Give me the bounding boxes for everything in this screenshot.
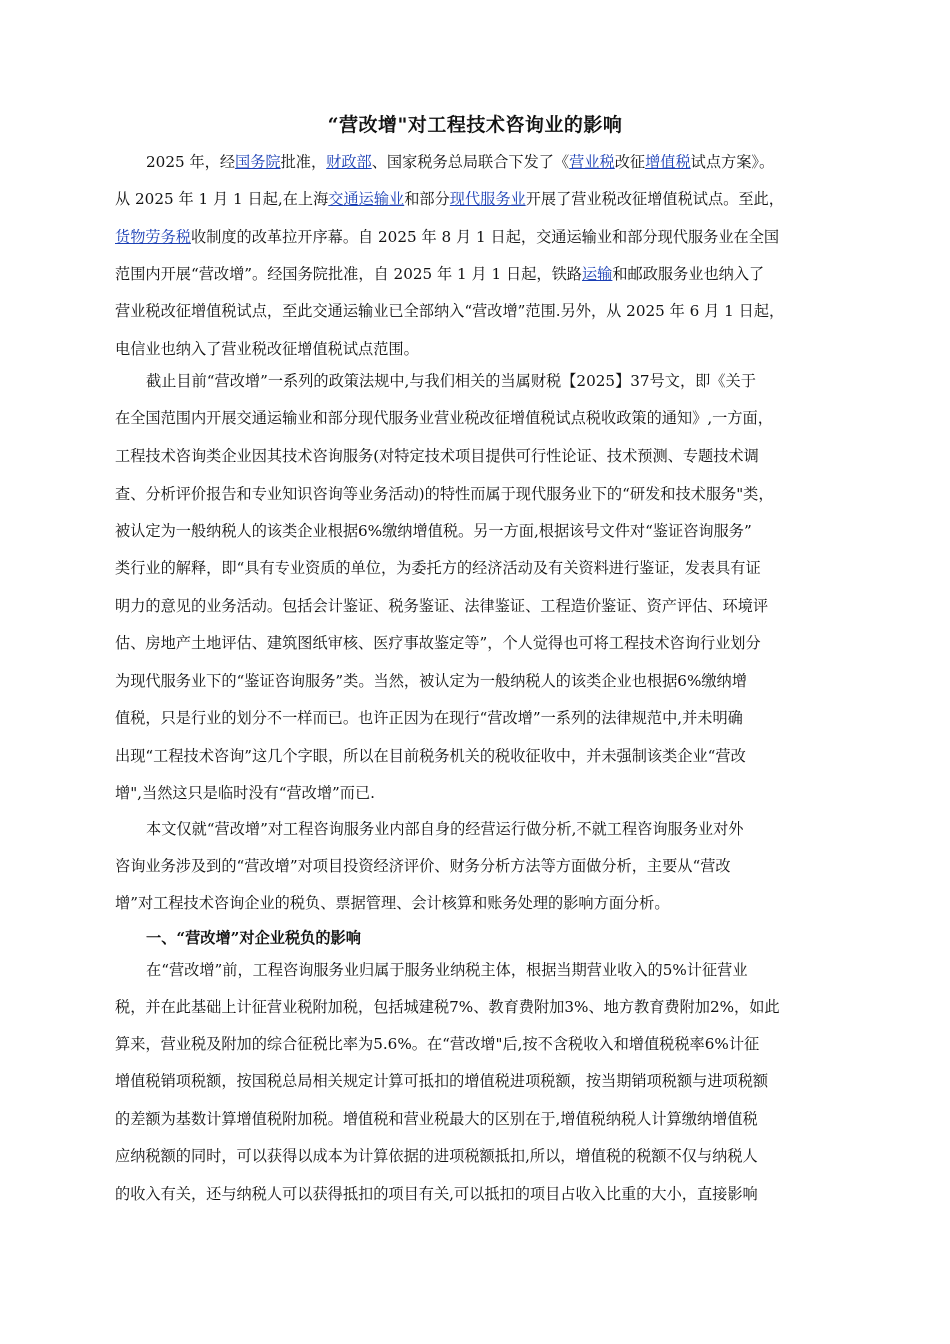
paragraph-line bbox=[115, 746, 845, 766]
paragraph-line bbox=[115, 633, 845, 653]
inline-link[interactable]: 现代服务业 bbox=[449, 190, 526, 208]
text-run: 工程技术咨询类企业因其技术咨询服务(对特定技术项目提供可行性论证、技术预测、专题技术调 bbox=[115, 447, 759, 465]
text-run: 明力的意见的业务活动。包括会计鉴证、税务鉴证、法律鉴证、工程造价鉴证、资产评估、环境评 bbox=[115, 597, 769, 615]
paragraph-line bbox=[115, 596, 845, 616]
text-run: 税，并在此基础上计征营业税附加税，包括城建税7%、教育费附加3%、地方教育费附加2%，如此 bbox=[115, 998, 780, 1016]
paragraph-line bbox=[115, 783, 845, 803]
paragraph-line bbox=[146, 960, 846, 980]
paragraph-line bbox=[115, 1109, 845, 1129]
text-run: 类行业的解释，即“具有专业资质的单位，为委托方的经济活动及有关资料进行鉴证，发表具有证 bbox=[115, 559, 761, 577]
text-run: 在全国范围内开展交通运输业和部分现代服务业营业税改征增值税试点税收政策的通知》,一方面， bbox=[115, 409, 773, 427]
text-run: 的差额为基数计算增值税附加税。增值税和营业税最大的区别在于,增值税纳税人计算缴纳增值税 bbox=[115, 1110, 758, 1128]
inline-link[interactable]: 财政部 bbox=[326, 153, 372, 171]
text-run: 从 2025 年 1 月 1 日起,在上海 bbox=[115, 190, 329, 208]
paragraph-line bbox=[115, 558, 845, 578]
text-run: 增值税销项税额，按国税总局相关规定计算可抵扣的增值税进项税额，按当期销项税额与进项税额 bbox=[115, 1072, 769, 1090]
section-heading bbox=[146, 928, 846, 948]
text-run: 本文仅就“营改增”对工程咨询服务业内部自身的经营运行做分析,不就工程咨询服务业对外 bbox=[146, 820, 744, 838]
paragraph-line bbox=[115, 1034, 845, 1054]
text-run: 估、房地产土地评估、建筑图纸审核、医疗事故鉴定等”，个人觉得也可将工程技术咨询行业划分 bbox=[115, 634, 761, 652]
text-run: 收制度的改革拉开序幕。自 2025 年 8 月 1 日起，交通运输业和部分现代服务业在全国 bbox=[190, 228, 780, 246]
paragraph-line bbox=[146, 152, 846, 172]
text-run: 试点方案》。 bbox=[690, 153, 775, 171]
text-run: 批准， bbox=[280, 153, 327, 171]
text-run: 一、“营改增”对企业税负的影响 bbox=[146, 929, 361, 947]
paragraph-line bbox=[146, 371, 846, 391]
text-run: 营业税改征增值税试点，至此交通运输业已全部纳入“营改增”范围.另外，从 2025 年 6 月 1 日起， bbox=[115, 302, 785, 320]
text-run: 算来，营业税及附加的综合征税比率为5.6%。在“营改增"后,按不含税收入和增值税税率6%计征 bbox=[115, 1035, 760, 1053]
text-run: 的收入有关，还与纳税人可以获得抵扣的项目有关,可以抵扣的项目占收入比重的大小，直接影响 bbox=[115, 1185, 758, 1203]
paragraph-line bbox=[115, 521, 845, 541]
paragraph-line bbox=[115, 264, 845, 284]
paragraph-line bbox=[115, 446, 845, 466]
text-run: 查、分析评价报告和专业知识咨询等业务活动)的特性而属于现代服务业下的“研发和技术服务"类， bbox=[115, 485, 774, 503]
inline-link[interactable]: 运输 bbox=[581, 265, 613, 283]
paragraph-line bbox=[115, 189, 845, 209]
inline-link[interactable]: 国务院 bbox=[235, 153, 281, 171]
paragraph-line bbox=[146, 819, 846, 839]
paragraph-line bbox=[115, 484, 845, 504]
text-run: 为现代服务业下的“鉴证咨询服务”类。当然，被认定为一般纳税人的该类企业也根据6%缴纳增 bbox=[115, 672, 747, 690]
text-run: 增”对工程技术咨询企业的税负、票据管理、会计核算和账务处理的影响方面分析。 bbox=[115, 894, 670, 912]
text-run: 电信业也纳入了营业税改征增值税试点范围。 bbox=[115, 340, 419, 358]
text-run: 应纳税额的同时，可以获得以成本为计算依据的进项税额抵扣,所以，增值税的税额不仅与纳税人 bbox=[115, 1147, 758, 1165]
inline-link[interactable]: 营业税 bbox=[569, 153, 615, 171]
text-run: 范围内开展“营改增”。经国务院批准，自 2025 年 1 月 1 日起，铁路 bbox=[115, 265, 582, 283]
text-run: 截止目前“营改增”一系列的政策法规中,与我们相关的当属财税【2025】37号文，即《关于 bbox=[146, 372, 756, 390]
paragraph-line bbox=[115, 893, 845, 913]
paragraph-line bbox=[115, 1146, 845, 1166]
inline-link[interactable]: 交通运输业 bbox=[328, 190, 405, 208]
paragraph-line bbox=[115, 997, 845, 1017]
text-run: 改征 bbox=[614, 153, 646, 171]
text-run: 咨询业务涉及到的“营改增”对项目投资经济评价、财务分析方法等方面做分析，主要从“营改 bbox=[115, 857, 731, 875]
text-run: 2025 年，经 bbox=[146, 153, 236, 171]
paragraph-line bbox=[115, 1071, 845, 1091]
text-run: 、国家税务总局联合下发了《 bbox=[371, 153, 570, 171]
text-run: 开展了营业税改征增值税试点。至此， bbox=[525, 190, 784, 208]
text-run: 值税，只是行业的划分不一样而已。也许正因为在现行“营改增”一系列的法律规范中,并未明确 bbox=[115, 709, 743, 727]
text-run: 在“营改增”前，工程咨询服务业归属于服务业纳税主体，根据当期营业收入的5%计征营业 bbox=[146, 961, 748, 979]
paragraph-line bbox=[115, 856, 845, 876]
text-run: 和邮政服务业也纳入了 bbox=[612, 265, 765, 283]
paragraph-line bbox=[115, 339, 845, 359]
paragraph-line bbox=[115, 301, 845, 321]
paragraph-line bbox=[115, 408, 845, 428]
inline-link[interactable]: 增值税 bbox=[645, 153, 691, 171]
paragraph-line bbox=[115, 671, 845, 691]
document-title: “营改增"对工程技术咨询业的影响 bbox=[327, 114, 623, 136]
paragraph-line bbox=[115, 708, 845, 728]
text-run: 出现“工程技术咨询”这几个字眼，所以在目前税务机关的税收征收中，并未强制该类企业“营改 bbox=[115, 747, 746, 765]
inline-link[interactable]: 货物劳务税 bbox=[115, 228, 191, 246]
paragraph-line bbox=[115, 227, 845, 247]
text-run: 被认定为一般纳税人的该类企业根据6%缴纳增值税。另一方面,根据该号文件对“鉴证咨询服务” bbox=[115, 522, 752, 540]
text-run: 增",当然这只是临时没有“营改增”而已. bbox=[115, 784, 375, 802]
paragraph-line bbox=[115, 1184, 845, 1204]
text-run: 和部分 bbox=[404, 190, 450, 208]
